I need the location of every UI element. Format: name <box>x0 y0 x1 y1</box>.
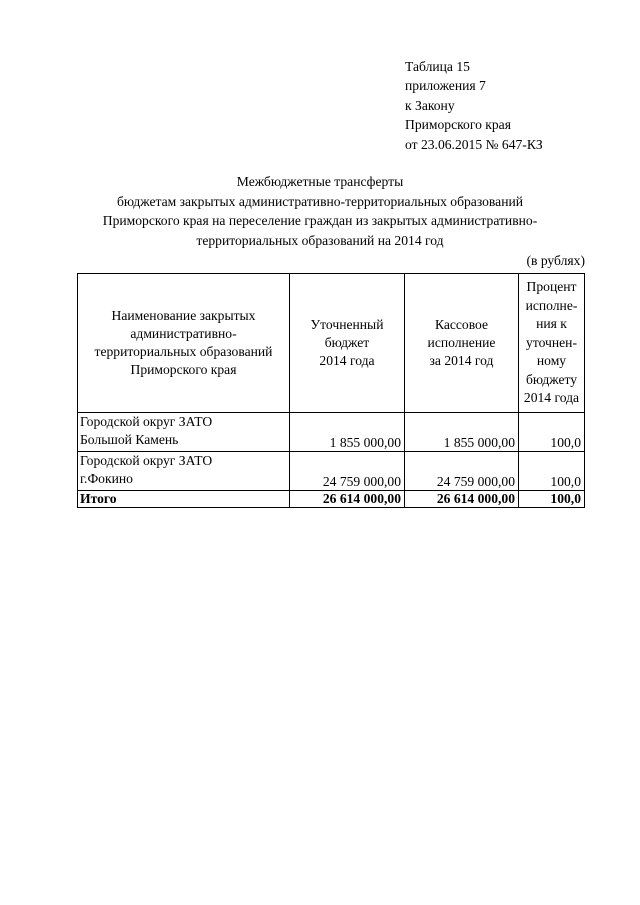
row-budget: 1 855 000,00 <box>290 413 405 452</box>
total-name: Итого <box>78 491 290 508</box>
appendix-line: приложения 7 <box>405 78 486 94</box>
table-header-row <box>78 274 585 413</box>
document-title <box>0 172 640 251</box>
title-line: бюджетам закрытых административно-территориальных образований <box>116 193 524 209</box>
unit-label: (в рублях) <box>526 253 585 268</box>
total-execution: 26 614 000,00 <box>405 491 519 508</box>
table-total-row <box>78 491 585 508</box>
row-percent: 100,0 <box>519 452 585 491</box>
title-line: Приморского края на переселение граждан из закрытых административно- <box>102 213 538 229</box>
row-budget: 24 759 000,00 <box>290 452 405 491</box>
appendix-line: к Закону <box>405 97 455 113</box>
total-budget: 26 614 000,00 <box>290 491 405 508</box>
row-execution: 1 855 000,00 <box>405 413 519 452</box>
header-percent: Процент исполне- ния к уточнен- ному бюджету 2014 года <box>519 274 585 413</box>
appendix-line: Приморского края <box>405 117 511 133</box>
total-percent: 100,0 <box>519 491 585 508</box>
table-row <box>78 452 585 491</box>
row-percent: 100,0 <box>519 413 585 452</box>
title-line: территориальных образований на 2014 год <box>196 233 444 249</box>
row-name: Городской округ ЗАТО г.Фокино <box>78 452 290 491</box>
header-budget: Уточненный бюджет 2014 года <box>290 274 405 413</box>
header-execution: Кассовое исполнение за 2014 год <box>405 274 519 413</box>
appendix-line: Таблица 15 <box>405 59 470 74</box>
header-name: Наименование закрытых административно- территориальных образований Приморского края <box>78 274 290 413</box>
row-name: Городской округ ЗАТО Большой Камень <box>78 413 290 452</box>
table-row <box>78 413 585 452</box>
transfers-table <box>77 273 585 508</box>
title-line: Межбюджетные трансферты <box>236 174 404 189</box>
appendix-line: от 23.06.2015 № 647-КЗ <box>405 136 543 152</box>
row-execution: 24 759 000,00 <box>405 452 519 491</box>
appendix-reference <box>405 57 543 154</box>
